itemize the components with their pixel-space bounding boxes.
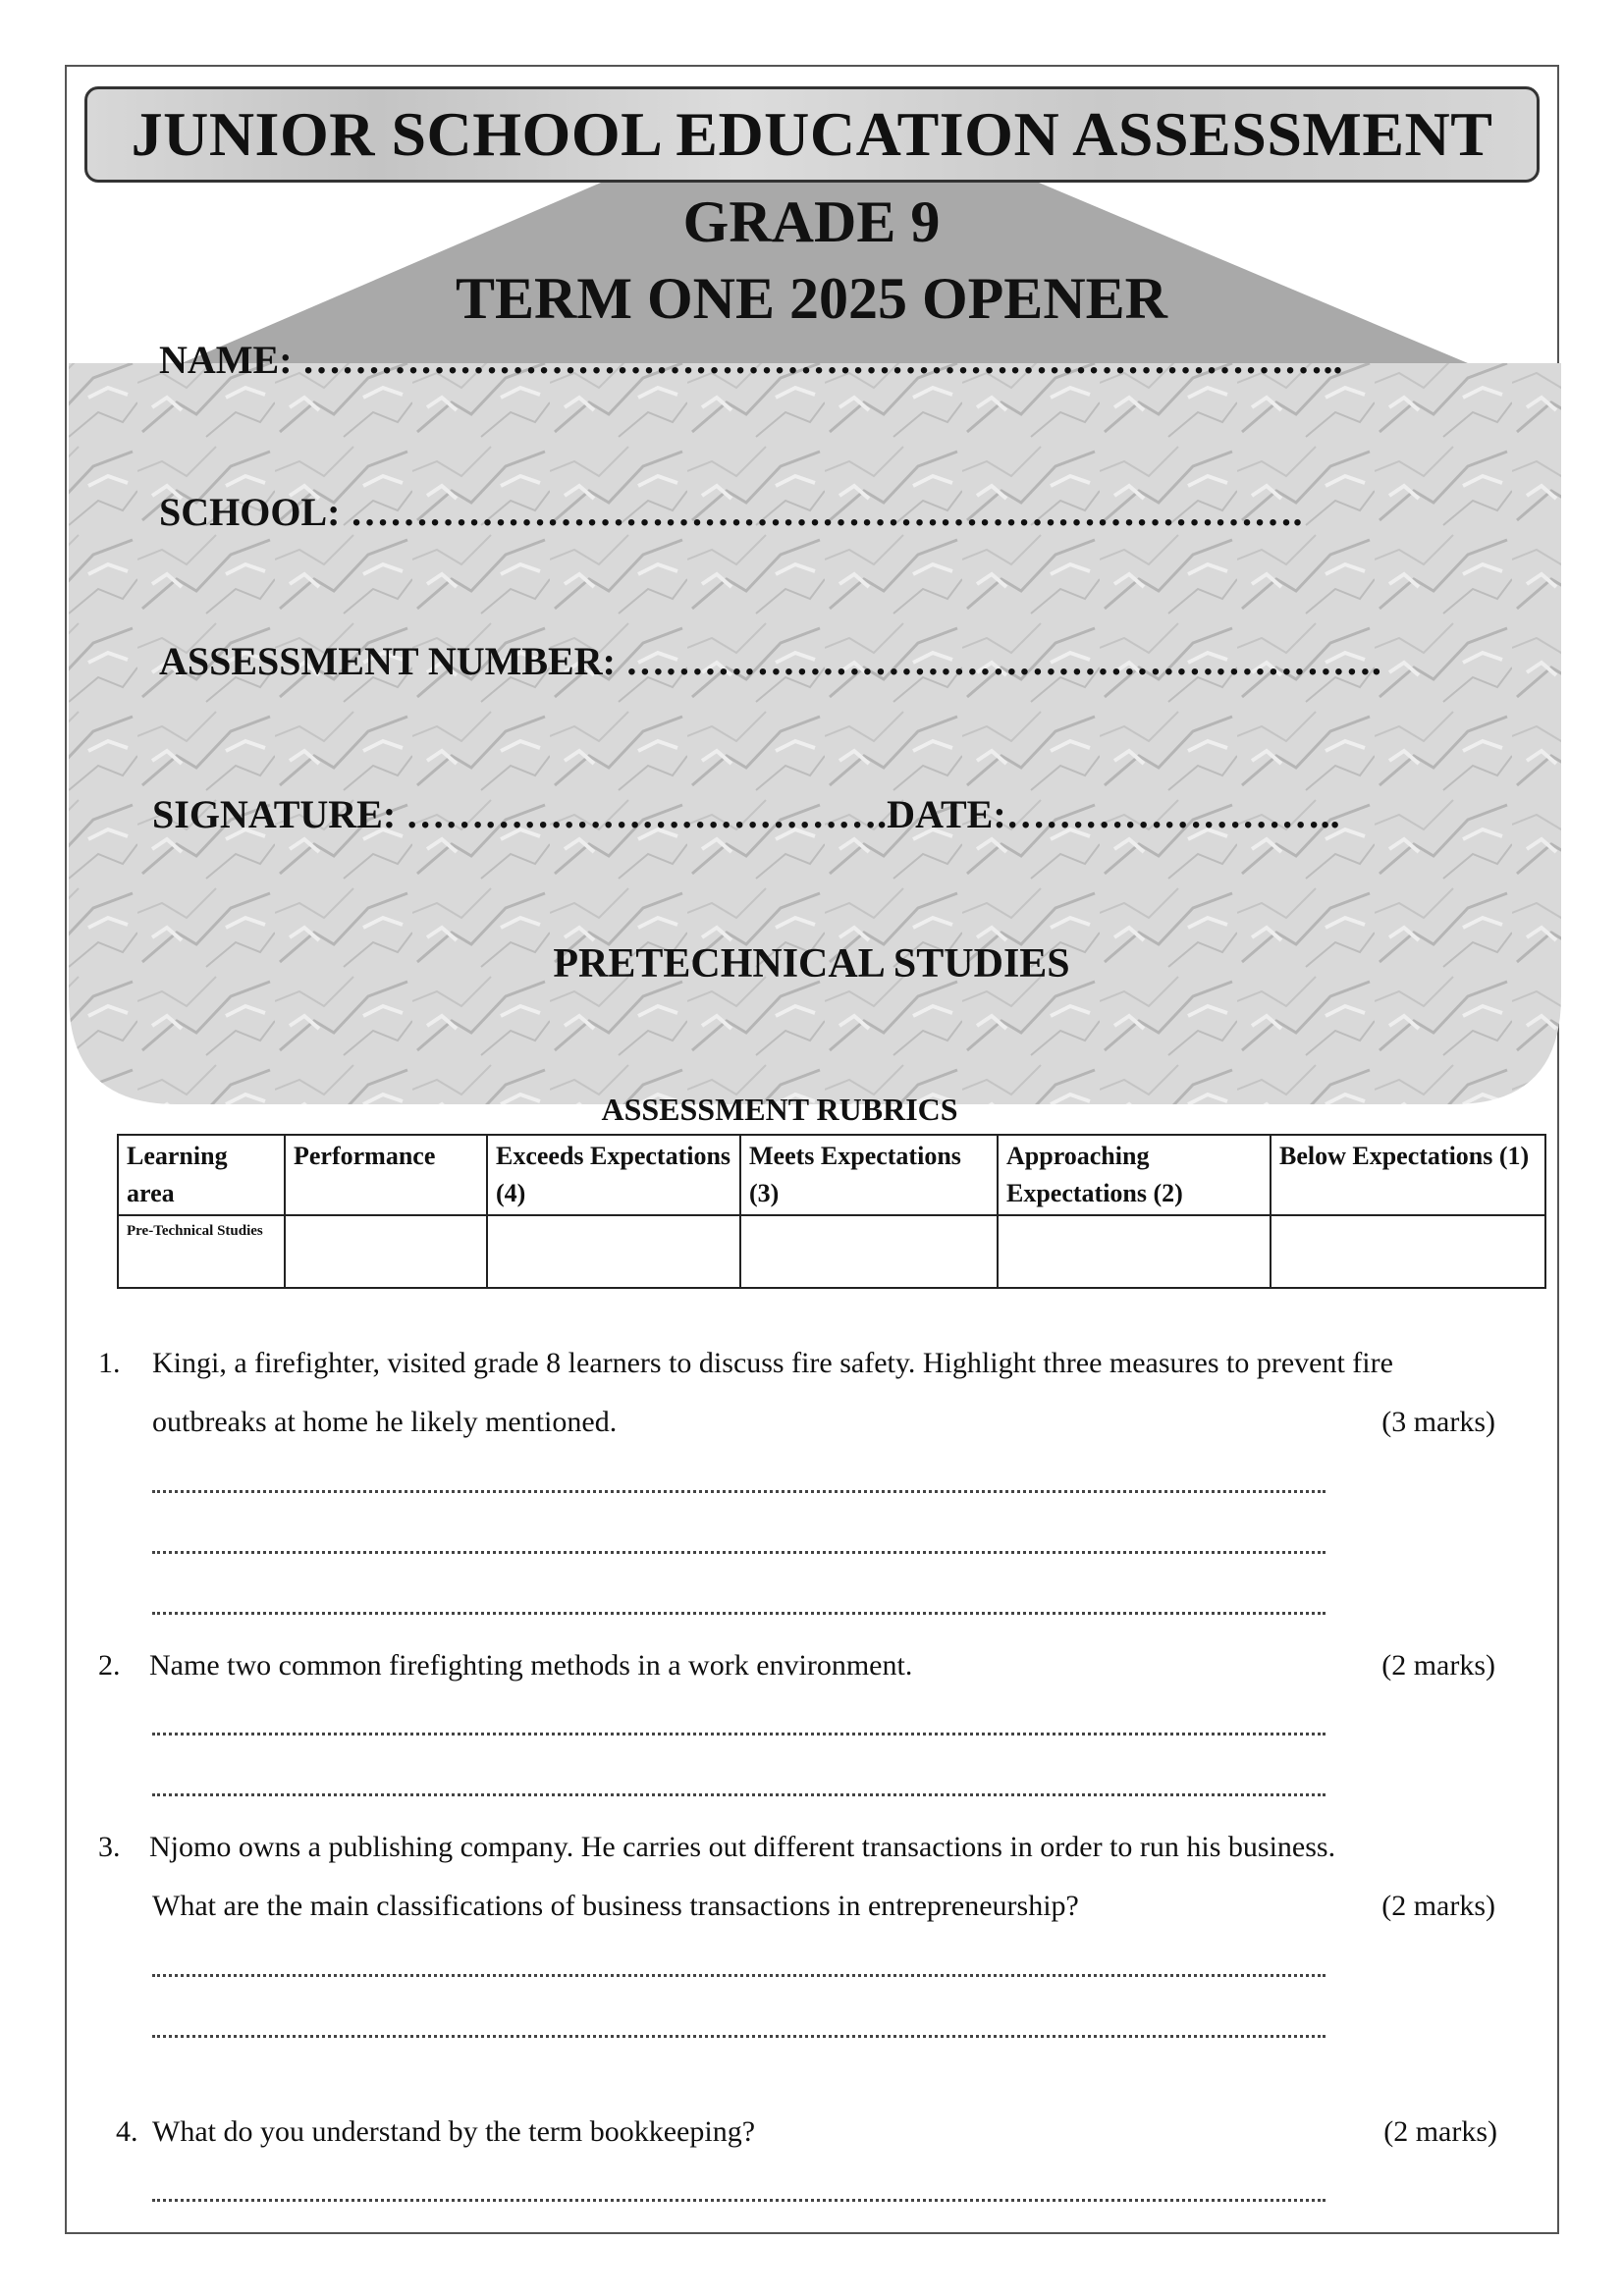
name-field[interactable]: NAME: …………………………………………………………………….. bbox=[159, 338, 1343, 382]
rubric-header-cell: Meets Expectations (3) bbox=[740, 1135, 998, 1215]
answer-line[interactable] bbox=[152, 1551, 1325, 1554]
rubric-header-cell: Approaching Expectations (2) bbox=[998, 1135, 1271, 1215]
term-heading: TERM ONE 2025 OPENER bbox=[455, 266, 1168, 331]
assessment-number-field[interactable]: ASSESSMENT NUMBER: …………………………………………………. bbox=[159, 639, 1381, 683]
answer-line[interactable] bbox=[152, 1733, 1325, 1735]
question-text: What do you understand by the term bookkeeping? bbox=[152, 2115, 756, 2148]
assessment-title: JUNIOR SCHOOL EDUCATION ASSESSMENT bbox=[131, 99, 1493, 169]
rubric-header-cell: Performance bbox=[285, 1135, 487, 1215]
question-marks: (3 marks) bbox=[1381, 1406, 1495, 1438]
answer-line[interactable] bbox=[152, 2199, 1325, 2202]
assessment-title-banner bbox=[84, 86, 1540, 183]
rubric-header-cell: Exceeds Expectations (4) bbox=[487, 1135, 740, 1215]
rubric-cell-meets[interactable] bbox=[740, 1215, 998, 1288]
question-number: 4. bbox=[116, 2115, 138, 2148]
question-marks: (2 marks) bbox=[1381, 1890, 1495, 1922]
answer-line[interactable] bbox=[152, 1974, 1325, 1977]
rubric-table bbox=[117, 1134, 1546, 1289]
question-number: 2. bbox=[98, 1649, 121, 1682]
rubric-header-row bbox=[118, 1135, 1545, 1215]
question-number: 3. bbox=[98, 1831, 121, 1863]
question-marks: (2 marks) bbox=[1381, 1649, 1495, 1682]
rubric-cell-exceeds[interactable] bbox=[487, 1215, 740, 1288]
question-text: Njomo owns a publishing company. He carries out different transactions in order to run his business. bbox=[149, 1831, 1336, 1863]
rubric-cell-approaching[interactable] bbox=[998, 1215, 1271, 1288]
answer-line[interactable] bbox=[152, 1793, 1325, 1796]
signature-date-field[interactable]: SIGNATURE: ……………………………….DATE:…………………….. bbox=[152, 792, 1340, 836]
rubric-cell-learning-area: Pre-Technical Studies bbox=[118, 1215, 285, 1288]
question-text: Name two common firefighting methods in a work environment. bbox=[149, 1649, 913, 1682]
question-marks: (2 marks) bbox=[1383, 2115, 1497, 2148]
answer-line[interactable] bbox=[152, 1612, 1325, 1615]
question-text: Kingi, a firefighter, visited grade 8 learners to discuss fire safety. Highlight three measures to prevent fire bbox=[152, 1347, 1393, 1379]
rubric-cell-below[interactable] bbox=[1271, 1215, 1545, 1288]
school-field[interactable]: SCHOOL: ………………………………………………………………. bbox=[159, 490, 1303, 534]
rubric-header-cell: Learning area bbox=[118, 1135, 285, 1215]
question-text: outbreaks at home he likely mentioned. bbox=[152, 1406, 618, 1438]
marble-panel bbox=[69, 363, 1561, 1104]
rubric-row bbox=[118, 1215, 1545, 1288]
question-text: What are the main classifications of business transactions in entrepreneurship? bbox=[152, 1890, 1079, 1922]
rubric-header-cell: Below Expectations (1) bbox=[1271, 1135, 1545, 1215]
answer-line[interactable] bbox=[152, 1490, 1325, 1493]
answer-line[interactable] bbox=[152, 2035, 1325, 2038]
subject-title: PRETECHNICAL STUDIES bbox=[553, 941, 1070, 987]
rubric-cell-performance[interactable] bbox=[285, 1215, 487, 1288]
question-number: 1. bbox=[98, 1347, 121, 1379]
rubric-title: ASSESSMENT RUBRICS bbox=[601, 1092, 958, 1127]
grade-heading: GRADE 9 bbox=[682, 189, 941, 254]
